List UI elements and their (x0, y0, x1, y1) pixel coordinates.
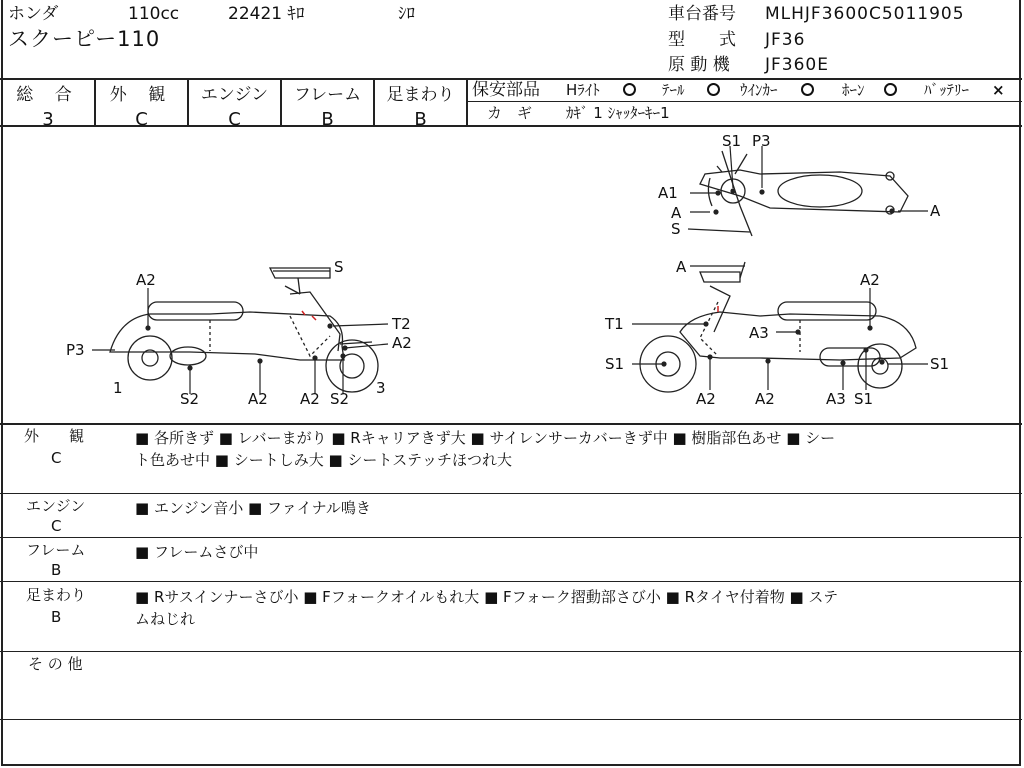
winker-ok-icon (801, 83, 814, 96)
divider (0, 423, 1022, 425)
remark-grade: C (51, 517, 62, 535)
rating-value: C (228, 109, 241, 130)
diagram-label: A2 (696, 390, 716, 408)
maker: ホンダ (8, 4, 59, 24)
diagram-label: A (676, 258, 687, 276)
keys-value: ｶｷﾞ 1 ｼｬｯﾀｰｷｰ1 (566, 104, 670, 122)
diagram-label: A (930, 202, 941, 220)
rating-label: フレーム (293, 85, 362, 105)
remark-label: そ の 他 (28, 655, 83, 673)
diagram-label: A2 (136, 271, 156, 289)
tail-ok-icon (707, 83, 720, 96)
remark-line: ト色あせ中 ■ シートしみ大 ■ シートステッチほつれ大 (135, 451, 512, 469)
horn-label: ﾎｰﾝ (842, 81, 865, 99)
diagram-label: S1 (605, 355, 625, 373)
frame-no: MLHJF3600C5011905 (765, 4, 965, 24)
remark-text (135, 541, 1005, 563)
rating-frame (282, 80, 373, 130)
rating-suspension (375, 80, 466, 130)
diagram-label: A (671, 204, 682, 222)
divider (0, 719, 1022, 720)
divider (466, 78, 468, 126)
divider (0, 581, 1022, 582)
diagram-label: S (671, 220, 681, 238)
engine-label: 原 動 機 (668, 55, 730, 75)
remark-text (135, 586, 1005, 630)
diagram-label: S1 (722, 132, 742, 150)
divider (0, 537, 1022, 538)
remark-text (135, 427, 1005, 471)
leader-lines (92, 146, 928, 394)
battery-label: ﾊﾞｯﾃﾘｰ (924, 81, 970, 99)
engine-value: JF360E (765, 55, 829, 75)
rating-value: C (135, 109, 148, 130)
diagram-label: 1 (113, 379, 123, 397)
remark-grade: B (51, 608, 62, 626)
remark-label: 外 観 (24, 427, 85, 445)
color: ｼﾛ (398, 4, 415, 24)
safety-label: 保安部品 (472, 80, 540, 100)
rating-label: 総 合 (16, 85, 80, 105)
rating-value: B (321, 109, 334, 130)
diagram-label: A3 (749, 324, 769, 342)
battery-ng-icon: × (992, 81, 1005, 99)
diagram-label: 3 (376, 379, 386, 397)
diagram-label: A3 (826, 390, 846, 408)
damage-diagram (0, 126, 1022, 424)
remark-line: ■ Rサスインナーさび小 ■ Fフォークオイルもれ大 ■ Fフォーク摺動部さび小 ■ Rタイヤ付着物 ■ ステ (135, 588, 839, 606)
diagram-label: T1 (605, 315, 624, 333)
remark-line: ■ エンジン音小 ■ ファイナル鳴き (135, 499, 371, 517)
frame-no-label: 車台番号 (668, 4, 736, 24)
mileage: 22421 ｷﾛ (228, 4, 305, 24)
diagram-label: A2 (392, 334, 412, 352)
rating-label: 外 観 (109, 85, 174, 105)
remark-label: フレーム (26, 541, 86, 559)
remark-label: 足まわり (26, 586, 87, 604)
rating-label: エンジン (200, 85, 269, 105)
rating-engine (189, 80, 280, 130)
displacement: 110cc (128, 4, 180, 24)
diagram-label: A2 (248, 390, 268, 408)
damage-marks (302, 306, 718, 320)
headlight-label: Hﾗｲﾄ (566, 81, 600, 99)
diagram-label: A2 (860, 271, 880, 289)
diagram-label: S (334, 258, 344, 276)
type-value: JF36 (765, 30, 806, 50)
remark-line: ■ フレームさび中 (135, 543, 259, 561)
remark-line: ムねじれ (135, 610, 196, 628)
diagram-label: A2 (300, 390, 320, 408)
divider (0, 493, 1022, 494)
diagram-label: S2 (180, 390, 200, 408)
diagram-label: S2 (330, 390, 350, 408)
keys-label: カ ギ (487, 104, 533, 122)
diagram-label: S1 (930, 355, 950, 373)
remark-grade: C (51, 449, 62, 467)
divider (0, 651, 1022, 652)
rating-label: 足まわり (386, 85, 455, 105)
diagram-label: P3 (66, 341, 85, 359)
diagram-label: S1 (854, 390, 874, 408)
right-view-labels (604, 258, 949, 408)
remark-grade: B (51, 561, 62, 579)
diagram-label: T2 (392, 315, 411, 333)
winker-label: ｳｲﾝｶｰ (740, 81, 778, 99)
type-label: 型 式 (668, 30, 736, 50)
remark-line: ■ 各所きず ■ レバーまがり ■ Rキャリアきず大 ■ サイレンサーカバーきず中 ■ 樹脂部色あせ ■ シー (135, 429, 836, 447)
model-name: スクーピー110 (8, 27, 161, 51)
rating-exterior (96, 80, 187, 130)
rating-total (2, 80, 94, 130)
remark-text (135, 497, 1005, 519)
headlight-ok-icon (623, 83, 636, 96)
divider (466, 101, 1022, 102)
remark-label: エンジン (26, 497, 86, 515)
diagram-label: A2 (755, 390, 775, 408)
rating-value: 3 (42, 109, 54, 130)
diagram-label: P3 (752, 132, 771, 150)
horn-ok-icon (884, 83, 897, 96)
tail-label: ﾃｰﾙ (662, 81, 685, 99)
rating-value: B (414, 109, 427, 130)
diagram-label: A1 (658, 184, 678, 202)
